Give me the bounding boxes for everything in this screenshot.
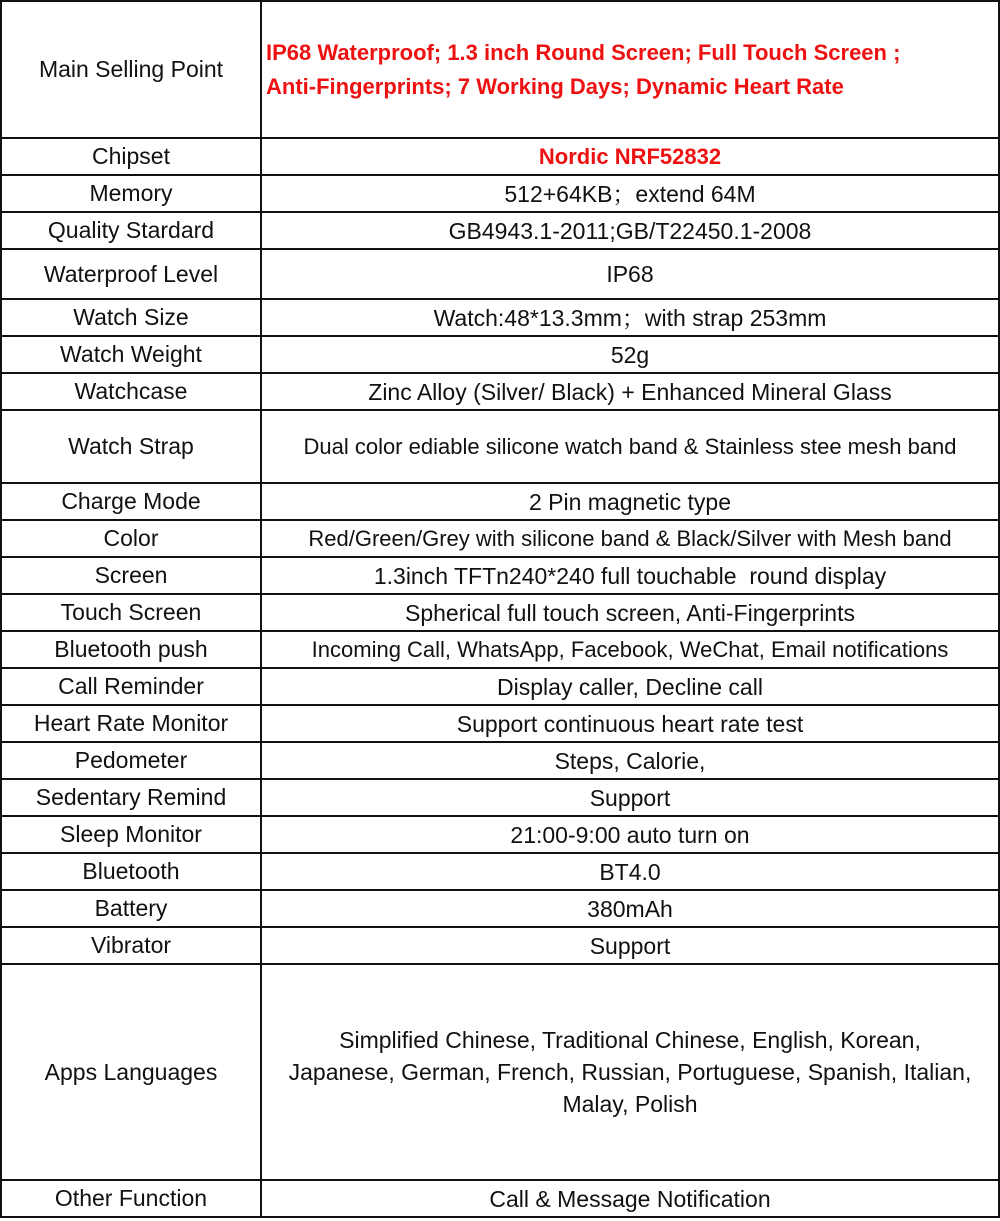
spec-row-sedentary-remind	[1, 779, 999, 816]
spec-row-watchcase	[1, 373, 999, 410]
spec-value: Red/Green/Grey with silicone band & Black/Silver with Mesh band	[261, 520, 999, 557]
spec-label: Watch Weight	[1, 336, 261, 373]
spec-row-watch-size	[1, 299, 999, 336]
spec-row-watch-weight	[1, 336, 999, 373]
spec-row-memory	[1, 175, 999, 212]
spec-label: Touch Screen	[1, 594, 261, 631]
spec-label: Waterproof Level	[1, 249, 261, 299]
spec-label: Watch Strap	[1, 410, 261, 483]
spec-label: Watch Size	[1, 299, 261, 336]
spec-value: IP68	[261, 249, 999, 299]
spec-value: Spherical full touch screen, Anti-Fingerprints	[261, 594, 999, 631]
spec-row-waterproof-level	[1, 249, 999, 299]
spec-label: Other Function	[1, 1180, 261, 1217]
spec-value: GB4943.1-2011;GB/T22450.1-2008	[261, 212, 999, 249]
spec-row-watch-strap	[1, 410, 999, 483]
spec-label: Main Selling Point	[1, 1, 261, 138]
spec-label: Bluetooth push	[1, 631, 261, 668]
spec-row-chipset	[1, 138, 999, 175]
spec-value: Display caller, Decline call	[261, 668, 999, 705]
spec-label: Sleep Monitor	[1, 816, 261, 853]
spec-row-bluetooth	[1, 853, 999, 890]
spec-value: 380mAh	[261, 890, 999, 927]
spec-row-heart-rate-monitor	[1, 705, 999, 742]
spec-label: Vibrator	[1, 927, 261, 964]
spec-value: Call & Message Notification	[261, 1180, 999, 1217]
spec-value: Support continuous heart rate test	[261, 705, 999, 742]
spec-row-color	[1, 520, 999, 557]
spec-row-bluetooth-push	[1, 631, 999, 668]
spec-value: Steps, Calorie,	[261, 742, 999, 779]
spec-label: Quality Stardard	[1, 212, 261, 249]
spec-label: Bluetooth	[1, 853, 261, 890]
spec-row-battery	[1, 890, 999, 927]
spec-label: Pedometer	[1, 742, 261, 779]
spec-value: Incoming Call, WhatsApp, Facebook, WeChat, Email notifications	[261, 631, 999, 668]
spec-value: BT4.0	[261, 853, 999, 890]
spec-value: Support	[261, 927, 999, 964]
spec-label: Call Reminder	[1, 668, 261, 705]
spec-value: Support	[261, 779, 999, 816]
spec-label: Watchcase	[1, 373, 261, 410]
spec-value: Dual color ediable silicone watch band & Stainless stee mesh band	[261, 410, 999, 483]
spec-label: Chipset	[1, 138, 261, 175]
spec-row-screen	[1, 557, 999, 594]
spec-row-call-reminder	[1, 668, 999, 705]
spec-value: 512+64KB；extend 64M	[261, 175, 999, 212]
spec-label: Color	[1, 520, 261, 557]
spec-row-apps-languages	[1, 964, 999, 1180]
spec-value: 2 Pin magnetic type	[261, 483, 999, 520]
spec-value: Zinc Alloy (Silver/ Black) + Enhanced Mineral Glass	[261, 373, 999, 410]
spec-value	[261, 1, 999, 138]
spec-value-text: IP68 Waterproof; 1.3 inch Round Screen; Full Touch Screen ; Anti-Fingerprints; 7 Working Days; Dynamic Heart Rate	[266, 39, 901, 99]
spec-row-pedometer	[1, 742, 999, 779]
spec-row-other-function	[1, 1180, 999, 1217]
spec-row-quality-standard	[1, 212, 999, 249]
spec-row-vibrator	[1, 927, 999, 964]
spec-value: 21:00-9:00 auto turn on	[261, 816, 999, 853]
spec-row-main-selling-point	[1, 1, 999, 138]
spec-label: Screen	[1, 557, 261, 594]
spec-value: Nordic NRF52832	[261, 138, 999, 175]
spec-value: Watch:48*13.3mm；with strap 253mm	[261, 299, 999, 336]
spec-label: Heart Rate Monitor	[1, 705, 261, 742]
spec-label: Charge Mode	[1, 483, 261, 520]
spec-label: Memory	[1, 175, 261, 212]
spec-row-charge-mode	[1, 483, 999, 520]
spec-row-touch-screen	[1, 594, 999, 631]
spec-label: Battery	[1, 890, 261, 927]
spec-label: Sedentary Remind	[1, 779, 261, 816]
spec-value: Simplified Chinese, Traditional Chinese, English, Korean, Japanese, German, French, Russian, Portuguese, Spanish, Italian, Malay, Polish	[261, 964, 999, 1180]
spec-label: Apps Languages	[1, 964, 261, 1180]
spec-value: 52g	[261, 336, 999, 373]
spec-value: 1.3inch TFTn240*240 full touchable round display	[261, 557, 999, 594]
spec-row-sleep-monitor	[1, 816, 999, 853]
